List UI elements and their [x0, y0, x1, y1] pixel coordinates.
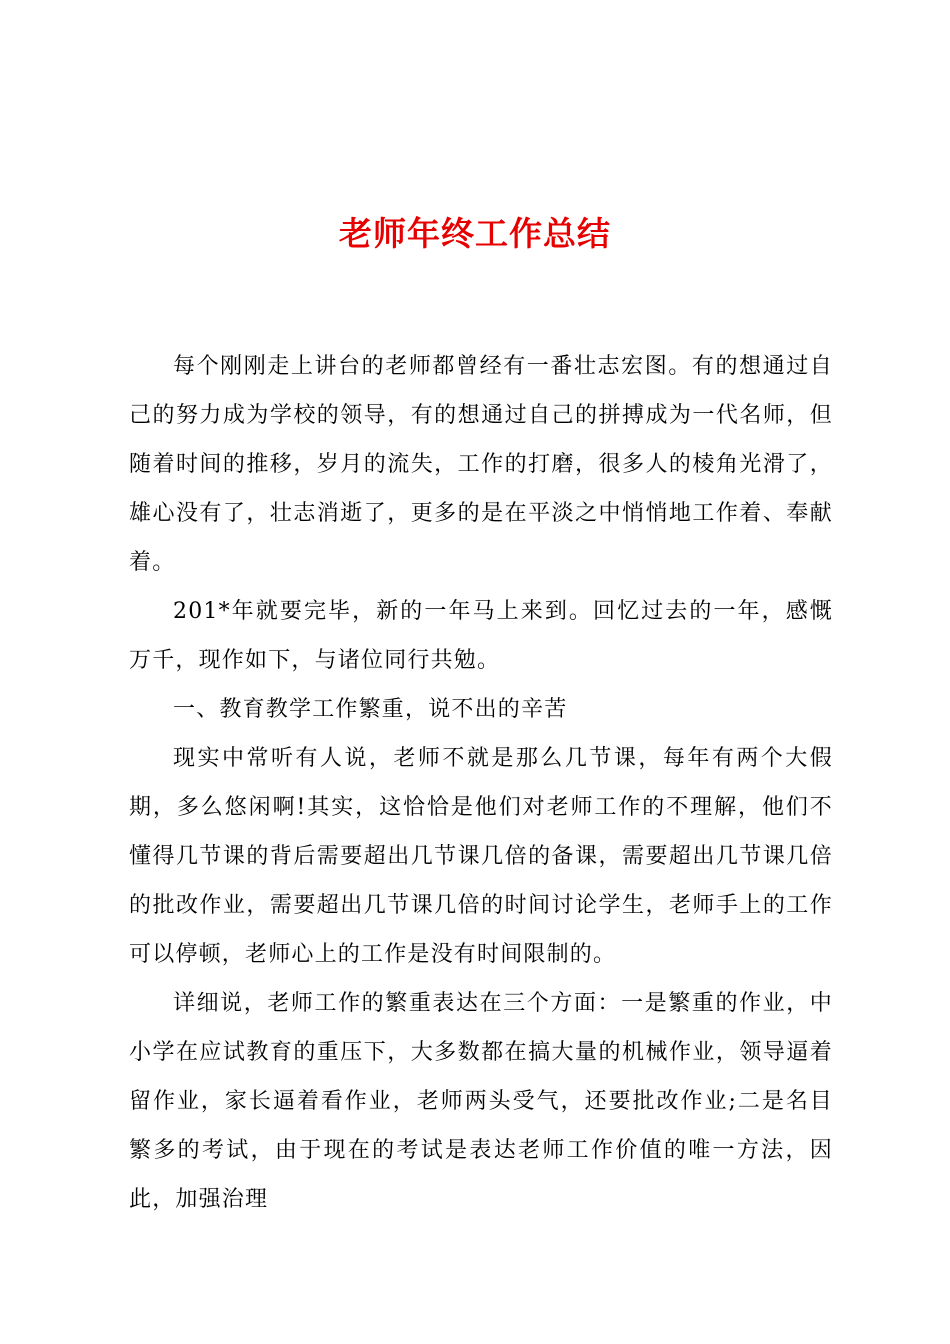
- paragraph-workload: 现实中常听有人说，老师不就是那么几节课，每年有两个大假期，多么悠闲啊!其实，这恰恰是他们对老师工作的不理解，他们不懂得几节课的背后需要超出几节课几倍的备课，需要超出几节课几倍的批改作业，需要超出几节课几倍的时间讨论学生，老师手上的工作可以停顿，老师心上的工作是没有时间限制的。: [129, 746, 833, 967]
- paragraph-intro: 每个刚刚走上讲台的老师都曾经有一番壮志宏图。有的想通过自己的努力成为学校的领导，有的想通过自己的拼搏成为一代名师，但随着时间的推移，岁月的流失，工作的打磨，很多人的棱角光滑了，雄心没有了，壮志消逝了，更多的是在平淡之中悄悄地工作着、奉献着。: [129, 354, 833, 575]
- document-body: [129, 342, 833, 1224]
- section-heading-1: 一、教育教学工作繁重，说不出的辛苦: [173, 697, 568, 722]
- paragraph-details: 详细说，老师工作的繁重表达在三个方面：一是繁重的作业，中小学在应试教育的重压下，大多数都在搞大量的机械作业，领导逼着留作业，家长逼着看作业，老师两头受气，还要批改作业;二是名目繁多的考试，由于现在的考试是表达老师工作价值的唯一方法，因此，加强治理: [129, 991, 833, 1212]
- document-title: 老师年终工作总结: [339, 214, 611, 253]
- paragraph-new-year: 201*年就要完毕，新的一年马上来到。回忆过去的一年，感慨万千，现作如下，与诸位同行共勉。: [129, 599, 833, 673]
